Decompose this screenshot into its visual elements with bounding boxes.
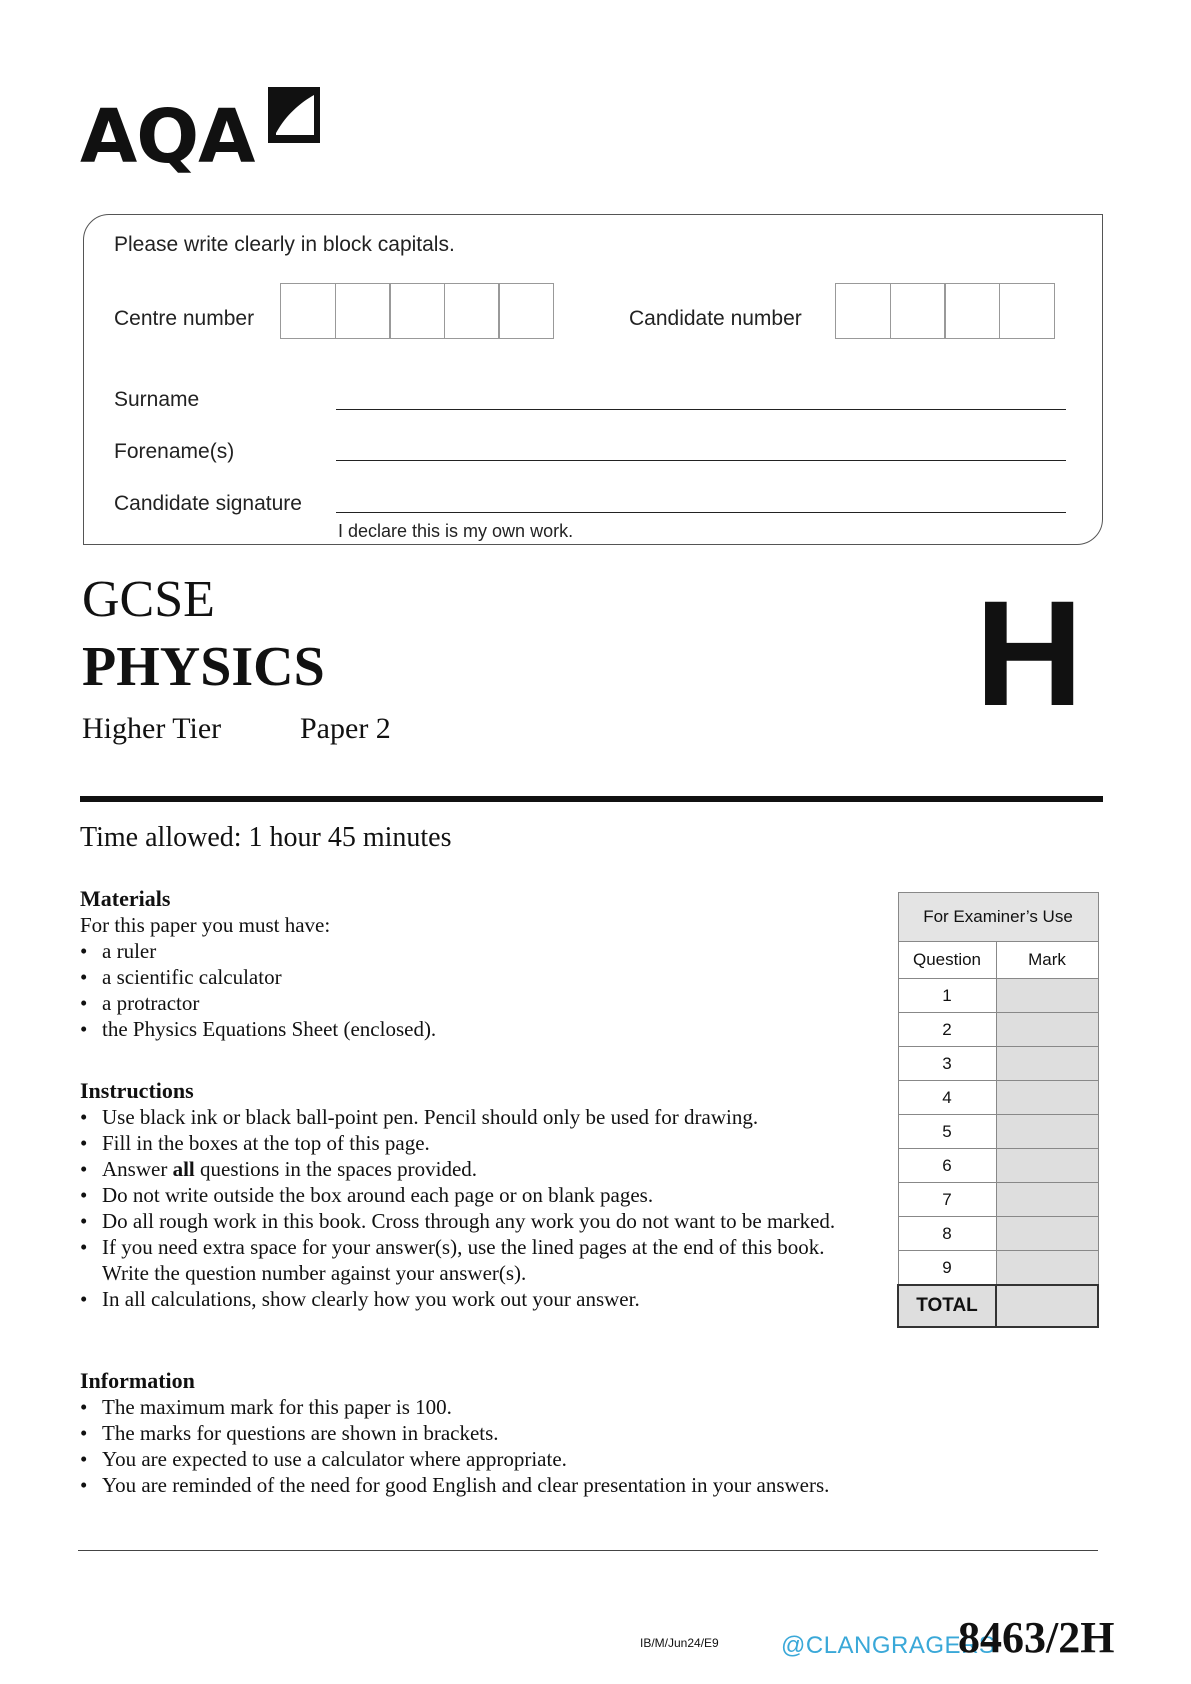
- centre-digit-box[interactable]: [498, 283, 554, 339]
- examiner-use-table: [897, 892, 1099, 1328]
- materials-section: [80, 886, 840, 1042]
- information-heading: Information: [80, 1368, 195, 1393]
- examiner-table-title: For Examiner’s Use: [898, 893, 1098, 942]
- instruction-item: • If you need extra space for your answer(s), use the lined pages at the end of this book. Write the question number against your answer(s).: [80, 1234, 840, 1286]
- question-number: 8: [898, 1217, 996, 1251]
- information-item: • The maximum mark for this paper is 100.: [80, 1394, 840, 1420]
- centre-digit-box[interactable]: [335, 283, 391, 339]
- candidate-digit-box[interactable]: [999, 283, 1055, 339]
- header-divider: [80, 796, 1103, 802]
- materials-item: • the Physics Equations Sheet (enclosed).: [80, 1016, 840, 1042]
- centre-digit-box[interactable]: [444, 283, 500, 339]
- watermark-text: @CLANGRAGERS: [781, 1632, 996, 1659]
- materials-item: • a protractor: [80, 990, 840, 1016]
- information-item: • The marks for questions are shown in brackets.: [80, 1420, 840, 1446]
- instruction-item: • In all calculations, show clearly how you work out your answer.: [80, 1286, 840, 1312]
- aqa-logo: [80, 85, 322, 180]
- time-allowed: Time allowed: 1 hour 45 minutes: [80, 822, 452, 853]
- signature-line[interactable]: [336, 512, 1066, 513]
- mark-cell[interactable]: [996, 1013, 1098, 1047]
- total-label: TOTAL: [898, 1285, 996, 1327]
- qualification-title: GCSE: [82, 571, 215, 628]
- mark-cell[interactable]: [996, 1183, 1098, 1217]
- candidate-number-label: Candidate number: [629, 307, 802, 330]
- signature-label: Candidate signature: [114, 492, 302, 515]
- instructions-section: [80, 1078, 840, 1312]
- mark-cell[interactable]: [996, 1081, 1098, 1115]
- instruction-item: • Answer all questions in the spaces provided.: [80, 1156, 840, 1182]
- mark-cell[interactable]: [996, 979, 1098, 1013]
- question-number: 7: [898, 1183, 996, 1217]
- question-column-header: Question: [898, 942, 996, 979]
- instruction-item: • Use black ink or black ball-point pen. Pencil should only be used for drawing.: [80, 1104, 840, 1130]
- centre-number-boxes[interactable]: [280, 283, 553, 339]
- candidate-digit-box[interactable]: [835, 283, 891, 339]
- surname-label: Surname: [114, 388, 200, 411]
- mark-cell[interactable]: [996, 1149, 1098, 1183]
- question-number: 3: [898, 1047, 996, 1081]
- mark-column-header: Mark: [996, 942, 1098, 979]
- materials-intro: For this paper you must have:: [80, 913, 331, 937]
- tier-letter: H: [975, 569, 1084, 737]
- materials-heading: Materials: [80, 886, 171, 911]
- mark-cell[interactable]: [996, 1217, 1098, 1251]
- question-number: 4: [898, 1081, 996, 1115]
- candidate-digit-box[interactable]: [890, 283, 946, 339]
- centre-digit-box[interactable]: [389, 283, 445, 339]
- forename-line[interactable]: [336, 460, 1066, 461]
- question-number: 6: [898, 1149, 996, 1183]
- candidate-digit-box[interactable]: [944, 283, 1000, 339]
- logo-tick-icon: [262, 85, 322, 145]
- declaration-text: I declare this is my own work.: [338, 521, 574, 541]
- instruction-item: • Do not write outside the box around each page or on blank pages.: [80, 1182, 840, 1208]
- centre-digit-box[interactable]: [280, 283, 336, 339]
- centre-number-label: Centre number: [114, 307, 255, 330]
- tier-label: Higher Tier: [82, 712, 222, 745]
- instruction-item: • Fill in the boxes at the top of this page.: [80, 1130, 840, 1156]
- question-number: 9: [898, 1251, 996, 1286]
- materials-item: • a scientific calculator: [80, 964, 840, 990]
- surname-line[interactable]: [336, 409, 1066, 410]
- footer-divider: [78, 1550, 1098, 1551]
- paper-reference: IB/M/Jun24/E9: [640, 1636, 719, 1650]
- instructions-heading: Instructions: [80, 1078, 194, 1103]
- candidate-number-boxes[interactable]: [835, 283, 1053, 339]
- mark-cell[interactable]: [996, 1115, 1098, 1149]
- block-capitals-instruction: Please write clearly in block capitals.: [114, 233, 455, 256]
- information-item: • You are expected to use a calculator where appropriate.: [80, 1446, 840, 1472]
- subject-title: PHYSICS: [82, 636, 325, 698]
- information-item: • You are reminded of the need for good English and clear presentation in your answers.: [80, 1472, 840, 1498]
- paper-label: Paper 2: [300, 712, 391, 745]
- paper-code: 8463/2H: [958, 1613, 1115, 1662]
- total-mark-cell[interactable]: [996, 1285, 1098, 1327]
- information-section: [80, 1368, 840, 1498]
- question-number: 1: [898, 979, 996, 1013]
- question-number: 2: [898, 1013, 996, 1047]
- instruction-item: • Do all rough work in this book. Cross through any work you do not want to be marked.: [80, 1208, 840, 1234]
- materials-item: • a ruler: [80, 938, 840, 964]
- mark-cell[interactable]: [996, 1047, 1098, 1081]
- mark-cell[interactable]: [996, 1251, 1098, 1286]
- forename-label: Forename(s): [114, 440, 235, 463]
- question-number: 5: [898, 1115, 996, 1149]
- logo-text: AQA: [80, 94, 255, 180]
